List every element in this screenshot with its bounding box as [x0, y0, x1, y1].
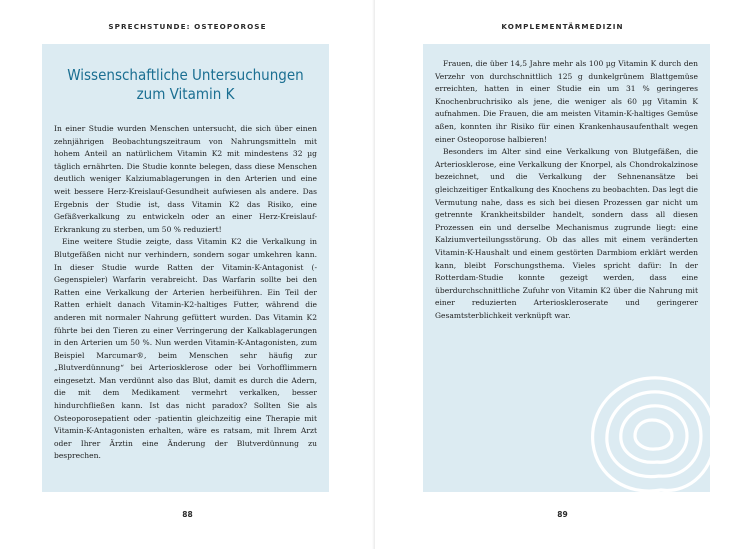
paragraph: Frauen, die über 14,5 Jahre mehr als 100 µg Vitamin K durch den Verzehr von durchschnittlich 125 g dunkelgrünem Blattgemüse erreichten, hatten in einer Studie ein um 31 % geringeres Knochenbruchrisiko als jene, die weniger als 60 µg Vitamin K aufnahmen. Die Frauen, die am meisten Vitamin-K-haltiges Gemüse aßen, konnten ihr Risiko für einen Krankenhausaufenthalt wegen einer Osteoporose halbieren!: [435, 59, 698, 144]
box-heading-line-1: Wissenschaftliche Untersuchungen: [67, 66, 304, 84]
box-body-right: [435, 58, 698, 322]
info-box-left: [42, 44, 329, 492]
paragraph: In einer Studie wurden Menschen untersucht, die sich über einen zehnjährigen Beobachtungszeitraum von Nahrungsmitteln mit hohem Anteil an natürlichem Vitamin K2 mit mindestens 32 µg täglich ernährten. Die Studie konnte belegen, dass diese Menschen deutlich weniger Kalziumablagerungen in den Arterien und eine weit bessere Herz-Kreislauf-Gesundheit aufwiesen als andere. Das Ergebnis der Studie ist, dass Vitamin K2 das Risiko, eine Gefäßverkalkung zu entwickeln oder an einer Herz-Kreislauf-Erkrankung zu sterben, um 50 % reduziert!: [54, 124, 317, 234]
page-number-left: 88: [182, 510, 193, 519]
running-head-right: KOMPLEMENTÄRMEDIZIN: [501, 22, 624, 31]
box-body-left: [54, 123, 317, 463]
running-head-left: SPRECHSTUNDE: OSTEOPOROSE: [108, 22, 267, 31]
info-box-right: [423, 44, 710, 492]
swirl-decoration-icon: [575, 364, 730, 514]
page-number-right: 89: [557, 510, 568, 519]
right-page: [375, 0, 750, 549]
box-heading-line-2: zum Vitamin K: [136, 85, 235, 103]
paragraph: Eine weitere Studie zeigte, dass Vitamin K2 die Verkalkung in Blutgefäßen nicht nur verhindern, sondern sogar umkehren kann. In dieser Studie wurde Ratten der Vitamin-K-Antagonist (-Gegenspieler) Warfarin verabreicht. Das Warfarin sollte bei den Ratten eine Verkalkung der Arterien herbeiführen. Ein Teil der Ratten erhielt danach Vitamin-K2-haltiges Futter, während die anderen mit normaler Nahrung gefüttert wurden. Das Vitamin K2 führte bei den Tieren zu einer Verringerung der Kalkablagerungen in den Arterien um 50 %. Nun werden Vitamin-K-Antagonisten, zum Beispiel Marcumar®, beim Menschen sehr häufig zur „Blutverdünnung“ bei Arteriosklerose oder bei Vorhofflimmern eingesetzt. Man verdünnt also das Blut, damit es durch die Adern, die mit dem Medikament vermehrt verkalken, besser hindurchfließen kann. Ist das nicht paradox? Sollten Sie als Osteoporosepatient oder -patientin gleichzeitig eine Therapie mit Vitamin-K-Antagonisten erhalten, wäre es ratsam, mit Ihrem Arzt oder Ihrer Ärztin eine Änderung der Blutverdünnung zu besprechen.: [54, 237, 317, 461]
paragraph: Besonders im Alter sind eine Verkalkung von Blutgefäßen, die Arteriosklerose, eine Verkalkung der Knorpel, als Chondrokalzinose bezeichnet, und die Verkalkung der Sehnenansätze bei gleichzeitiger Entkalkung des Knochens zu beobachten. Das legt die Vermutung nahe, dass es sich bei diesen Prozessen gar nicht um getrennte Krankheitsbilder handelt, sondern dass all diesen Prozessen ein und derselbe Mechanismus zugrunde liegt: eine Kalziumverteilungsstörung. Ob das alles mit einem veränderten Vitamin-K-Haushalt und einem gestörten Darmbiom erklärt werden kann, bleibt Forschungsthema. Vieles spricht dafür: In der Rotterdam-Studie konnte gezeigt werden, dass eine überdurchschnittliche Zufuhr von Vitamin K2 über die Nahrung mit einer reduzierten Arterioskleroserate und geringerer Gesamtsterblichkeit verknüpft war.: [435, 147, 698, 320]
box-heading: [42, 66, 329, 104]
